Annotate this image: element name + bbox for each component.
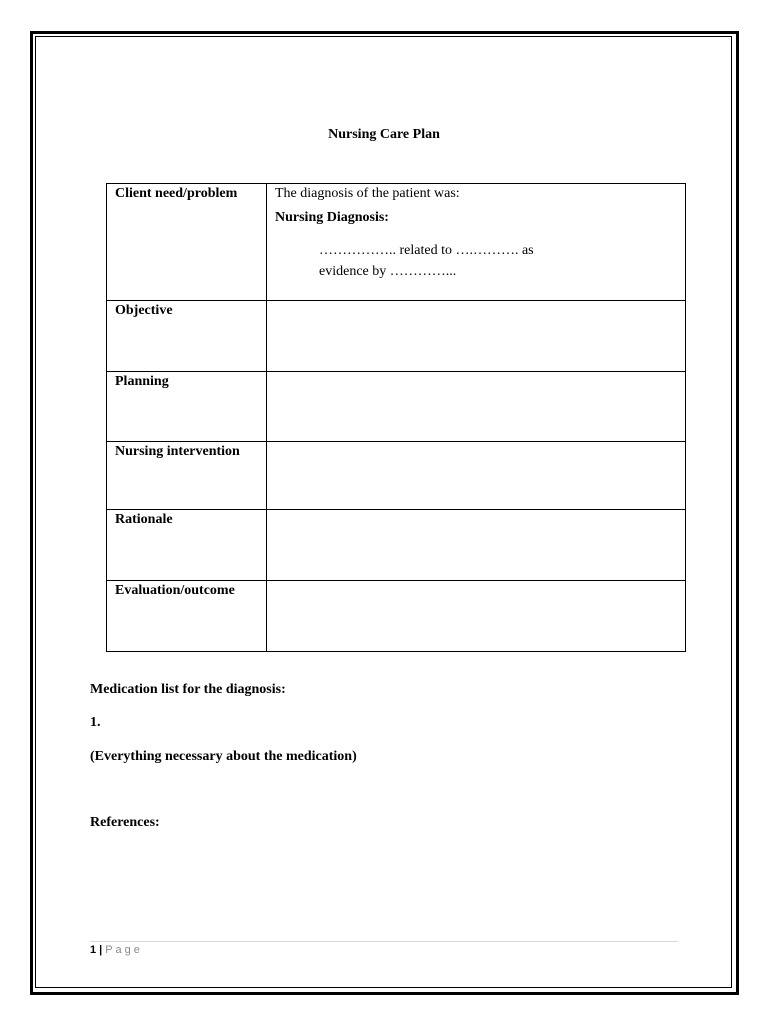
table-row xyxy=(107,442,686,510)
footer-separator: | xyxy=(99,944,103,956)
row-label-rationale: Rationale xyxy=(107,510,267,581)
table-row xyxy=(107,510,686,581)
objective-cell[interactable] xyxy=(267,301,686,372)
diagnosis-cell[interactable] xyxy=(267,184,686,301)
medication-heading: Medication list for the diagnosis: xyxy=(90,682,286,697)
planning-cell[interactable] xyxy=(267,372,686,442)
document-title: Nursing Care Plan xyxy=(328,127,440,142)
row-label-client-need: Client need/problem xyxy=(107,184,267,301)
page-label: Page xyxy=(105,944,143,956)
evaluation-cell[interactable] xyxy=(267,581,686,652)
references-heading: References: xyxy=(90,815,160,830)
rationale-cell[interactable] xyxy=(267,510,686,581)
page-footer xyxy=(90,944,143,956)
diagnosis-template-line-1: …………….. related to ….………. as xyxy=(319,243,534,258)
nursing-diagnosis-heading: Nursing Diagnosis: xyxy=(275,210,389,225)
table-row xyxy=(107,301,686,372)
medication-item-number: 1. xyxy=(90,715,101,730)
row-label-evaluation: Evaluation/outcome xyxy=(107,581,267,652)
table-row xyxy=(107,184,686,301)
medication-note: (Everything necessary about the medication) xyxy=(90,749,357,764)
page-number: 1 xyxy=(90,944,97,956)
table-row xyxy=(107,581,686,652)
row-label-planning: Planning xyxy=(107,372,267,442)
diagnosis-intro: The diagnosis of the patient was: xyxy=(275,186,460,201)
nursing-intervention-cell[interactable] xyxy=(267,442,686,510)
table-row xyxy=(107,372,686,442)
diagnosis-template-line-2: evidence by …………... xyxy=(319,264,457,279)
footer-divider xyxy=(90,941,678,942)
row-label-nursing-intervention: Nursing intervention xyxy=(107,442,267,510)
care-plan-table xyxy=(106,183,686,652)
diagnosis-template xyxy=(275,240,677,282)
row-label-objective: Objective xyxy=(107,301,267,372)
